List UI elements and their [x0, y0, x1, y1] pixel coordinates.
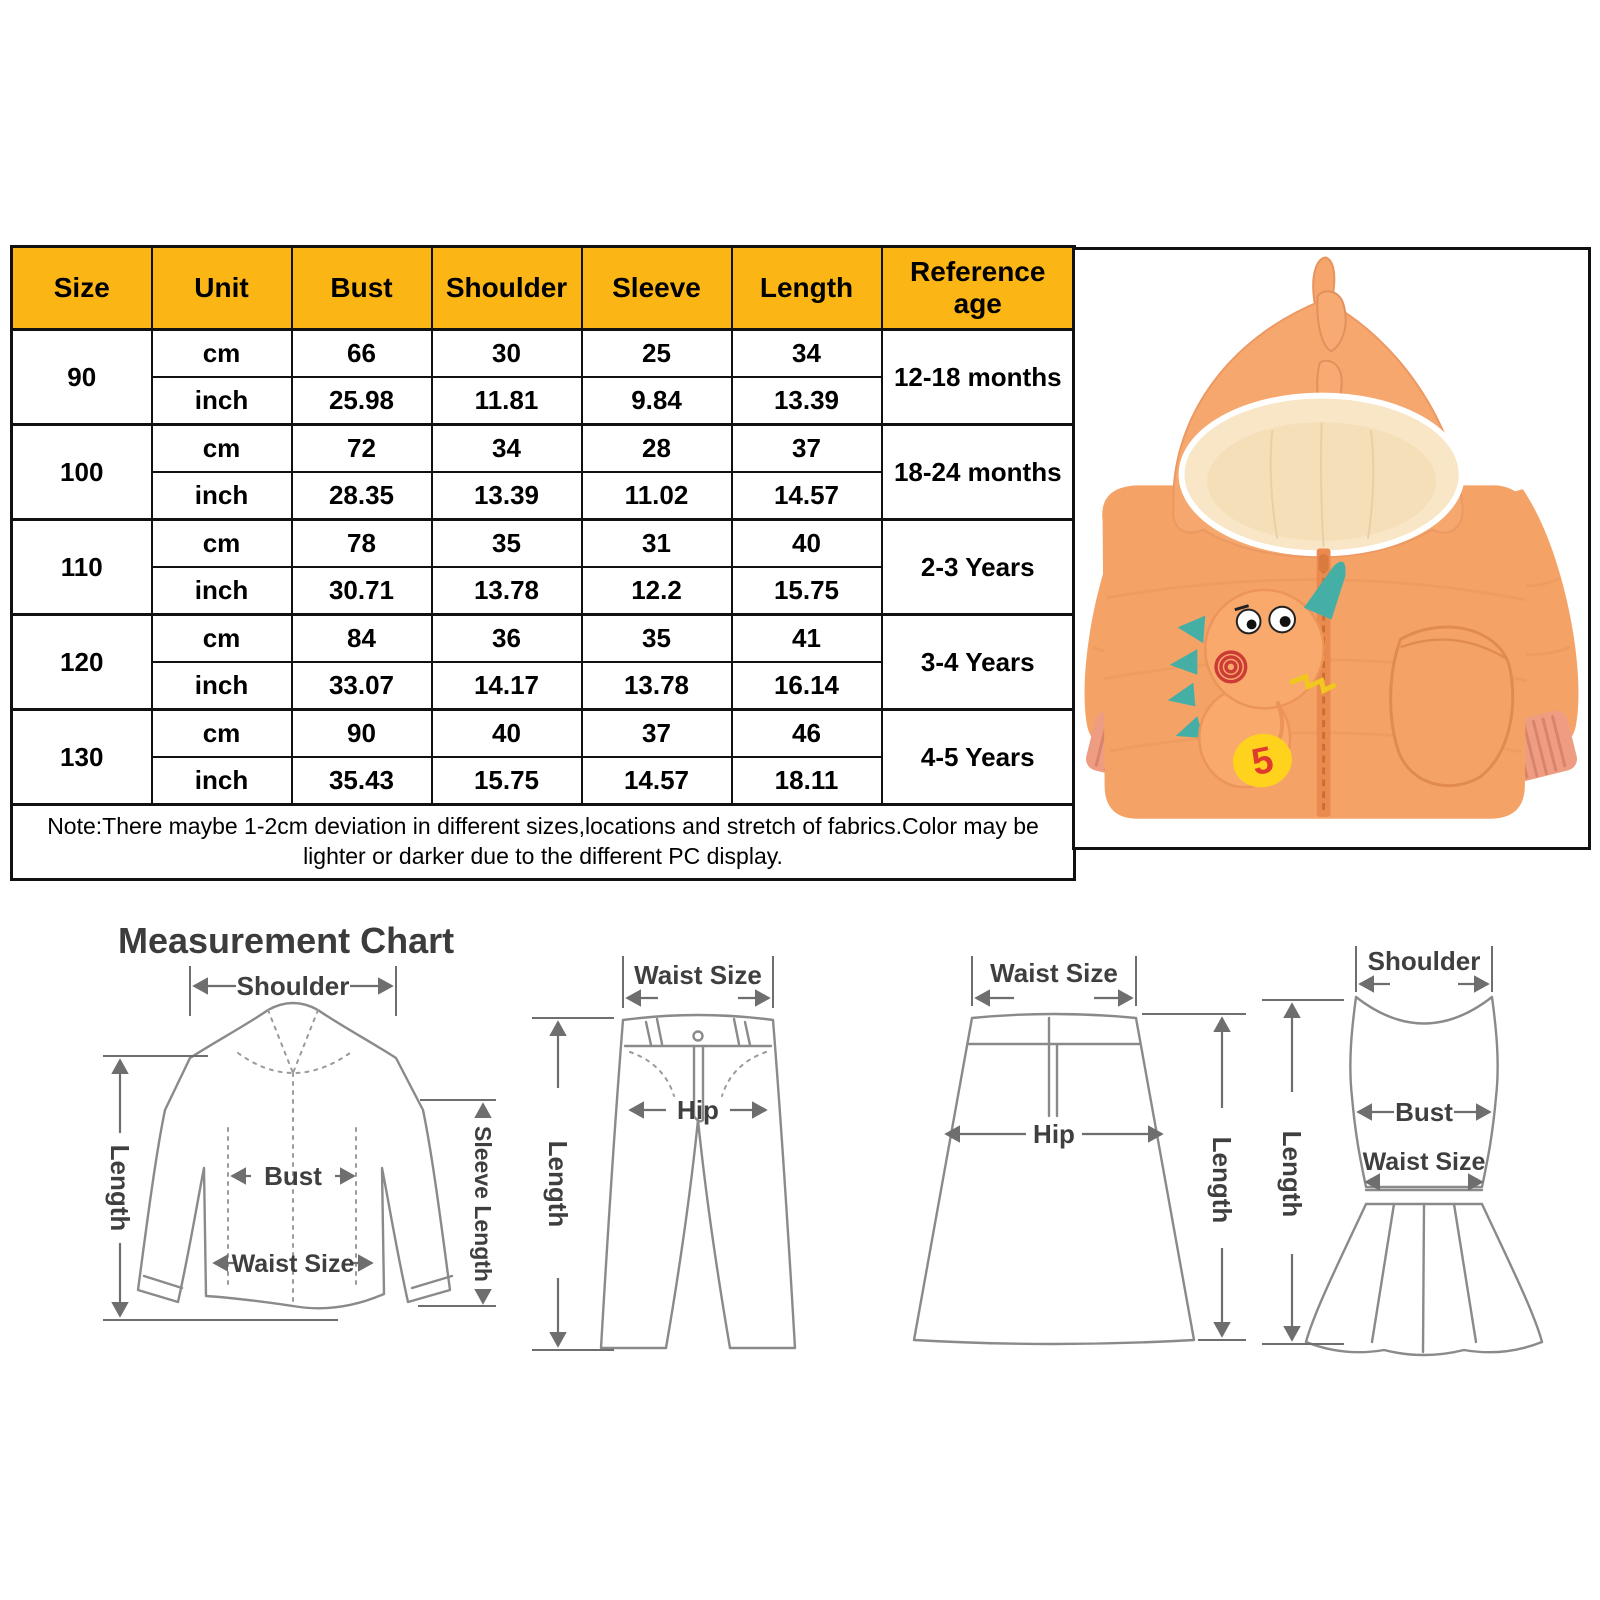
skirt-waist-label: Waist Size	[990, 958, 1118, 988]
unit-cell: cm	[152, 330, 292, 378]
pants-diagram	[518, 948, 888, 1366]
value-cell: 16.14	[732, 662, 882, 710]
value-cell: 36	[432, 615, 582, 663]
size-cell: 100	[12, 425, 152, 520]
age-cell: 2-3 Years	[882, 520, 1075, 615]
value-cell: 78	[292, 520, 432, 568]
table-note: Note:There maybe 1-2cm deviation in different sizes,locations and stretch of fabrics.Color may be lighter or darker due to the different PC display.	[12, 805, 1075, 880]
size-table	[10, 245, 1076, 881]
header-unit: Unit	[152, 247, 292, 330]
unit-cell: inch	[152, 472, 292, 520]
header-size: Size	[12, 247, 152, 330]
dress-waist-label: Waist Size	[1362, 1148, 1486, 1176]
value-cell: 30	[432, 330, 582, 378]
header-reference-age: Reference age	[882, 247, 1075, 330]
value-cell: 25.98	[292, 377, 432, 425]
value-cell: 34	[732, 330, 882, 378]
measurement-chart-title: Measurement Chart	[118, 920, 455, 961]
header-shoulder: Shoulder	[432, 247, 582, 330]
value-cell: 28	[582, 425, 732, 473]
value-cell: 14.57	[732, 472, 882, 520]
header-bust: Bust	[292, 247, 432, 330]
dress-diagram	[1244, 942, 1600, 1366]
table-row	[12, 710, 1075, 758]
badge-number: 5	[1247, 737, 1277, 784]
unit-cell: cm	[152, 520, 292, 568]
unit-cell: cm	[152, 710, 292, 758]
pants-hip-label: Hip	[677, 1095, 719, 1125]
unit-cell: cm	[152, 425, 292, 473]
value-cell: 72	[292, 425, 432, 473]
dress-shoulder-label: Shoulder	[1367, 946, 1481, 976]
unit-cell: inch	[152, 567, 292, 615]
dino-pupil-left	[1247, 620, 1257, 630]
value-cell: 13.78	[432, 567, 582, 615]
pants-length-label: Length	[543, 1140, 573, 1228]
table-row	[12, 330, 1075, 378]
size-cell: 130	[12, 710, 152, 805]
dino-pupil-right	[1280, 616, 1291, 627]
value-cell: 28.35	[292, 472, 432, 520]
value-cell: 25	[582, 330, 732, 378]
value-cell: 37	[582, 710, 732, 758]
shirt-sleeve-length-label: Sleeve Length	[470, 1126, 496, 1282]
shirt-waist-label: Waist Size	[231, 1250, 355, 1278]
value-cell: 13.39	[732, 377, 882, 425]
table-row	[12, 520, 1075, 568]
product-photo-frame	[1072, 247, 1591, 850]
value-cell: 90	[292, 710, 432, 758]
value-cell: 34	[432, 425, 582, 473]
value-cell: 14.17	[432, 662, 582, 710]
age-cell: 12-18 months	[882, 330, 1075, 425]
value-cell: 11.02	[582, 472, 732, 520]
skirt-diagram	[884, 948, 1254, 1366]
unit-cell: inch	[152, 662, 292, 710]
value-cell: 35	[582, 615, 732, 663]
value-cell: 40	[732, 520, 882, 568]
header-length: Length	[732, 247, 882, 330]
value-cell: 14.57	[582, 757, 732, 805]
value-cell: 37	[732, 425, 882, 473]
age-cell: 3-4 Years	[882, 615, 1075, 710]
dress-length-label: Length	[1277, 1130, 1307, 1218]
value-cell: 35.43	[292, 757, 432, 805]
value-cell: 84	[292, 615, 432, 663]
skirt-hip-label: Hip	[1033, 1119, 1075, 1149]
size-cell: 110	[12, 520, 152, 615]
age-cell: 4-5 Years	[882, 710, 1075, 805]
value-cell: 9.84	[582, 377, 732, 425]
value-cell: 15.75	[732, 567, 882, 615]
value-cell: 12.2	[582, 567, 732, 615]
value-cell: 46	[732, 710, 882, 758]
shirt-diagram	[88, 958, 500, 1358]
table-row	[12, 615, 1075, 663]
value-cell: 18.11	[732, 757, 882, 805]
size-cell: 90	[12, 330, 152, 425]
zipper-pull	[1319, 554, 1329, 572]
table-header-row	[12, 247, 1075, 330]
age-cell: 18-24 months	[882, 425, 1075, 520]
value-cell: 13.39	[432, 472, 582, 520]
jacket-product-image	[1075, 250, 1588, 847]
pants-waist-label: Waist Size	[634, 960, 762, 990]
unit-cell: inch	[152, 377, 292, 425]
table-note-row	[12, 805, 1075, 880]
size-cell: 120	[12, 615, 152, 710]
header-sleeve: Sleeve	[582, 247, 732, 330]
shirt-bust-label: Bust	[264, 1161, 322, 1191]
value-cell: 33.07	[292, 662, 432, 710]
unit-cell: cm	[152, 615, 292, 663]
value-cell: 11.81	[432, 377, 582, 425]
value-cell: 15.75	[432, 757, 582, 805]
unit-cell: inch	[152, 757, 292, 805]
shirt-length-label: Length	[105, 1144, 135, 1232]
value-cell: 35	[432, 520, 582, 568]
value-cell: 40	[432, 710, 582, 758]
table-row	[12, 425, 1075, 473]
shirt-shoulder-label: Shoulder	[236, 971, 350, 1001]
dress-bust-label: Bust	[1395, 1097, 1453, 1127]
value-cell: 13.78	[582, 662, 732, 710]
value-cell: 31	[582, 520, 732, 568]
value-cell: 30.71	[292, 567, 432, 615]
skirt-length-label: Length	[1207, 1136, 1237, 1224]
value-cell: 41	[732, 615, 882, 663]
value-cell: 66	[292, 330, 432, 378]
